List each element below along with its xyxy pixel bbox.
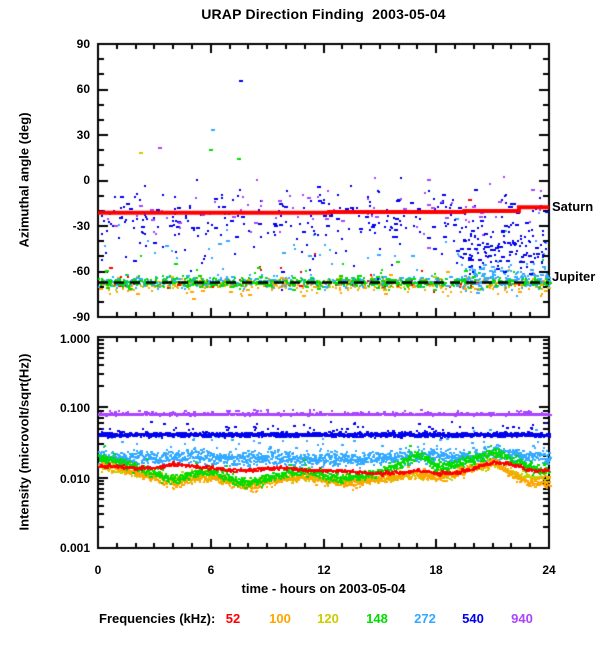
azimuth-tick-30: 30 (76, 128, 90, 142)
azimuth-tick-60: 60 (76, 82, 90, 96)
intensity-tick-001: 0.010 (59, 472, 90, 486)
legend-entry-272: 272 (414, 611, 436, 626)
x-axis-label: time - hours on 2003-05-04 (241, 581, 406, 596)
azimuth-tick-90: 90 (76, 37, 90, 51)
xtick-18: 18 (429, 563, 443, 577)
azimuth-tick-n60: -60 (72, 264, 90, 278)
legend-entry-148: 148 (366, 611, 388, 626)
xtick-12: 12 (317, 563, 331, 577)
xtick-0: 0 (94, 563, 102, 577)
xtick-24: 24 (542, 563, 556, 577)
saturn-annotation: Saturn (552, 199, 594, 214)
legend-title: Frequencies (kHz): (99, 611, 216, 626)
intensity-axis-label: Intensity (microvolt/sqrt(Hz)) (16, 353, 32, 531)
azimuth-tick-0: 0 (83, 173, 90, 187)
legend-entry-120: 120 (317, 611, 339, 626)
azimuth-tick-n90: -90 (72, 310, 90, 324)
legend-entry-540: 540 (462, 611, 484, 626)
legend-entry-100: 100 (269, 611, 291, 626)
chart-title: URAP Direction Finding 2003-05-04 (201, 6, 446, 22)
intensity-tick-1: 1.000 (59, 332, 90, 346)
legend-entry-940: 940 (511, 611, 533, 626)
xtick-6: 6 (207, 563, 215, 577)
azimuth-axis-label: Azimuthal angle (deg) (16, 112, 32, 248)
legend-entry-52: 52 (225, 611, 241, 626)
intensity-tick-01: 0.100 (59, 401, 90, 415)
intensity-tick-0001: 0.001 (59, 541, 90, 555)
jupiter-annotation: Jupiter (552, 269, 596, 284)
azimuth-tick-n30: -30 (72, 219, 90, 233)
